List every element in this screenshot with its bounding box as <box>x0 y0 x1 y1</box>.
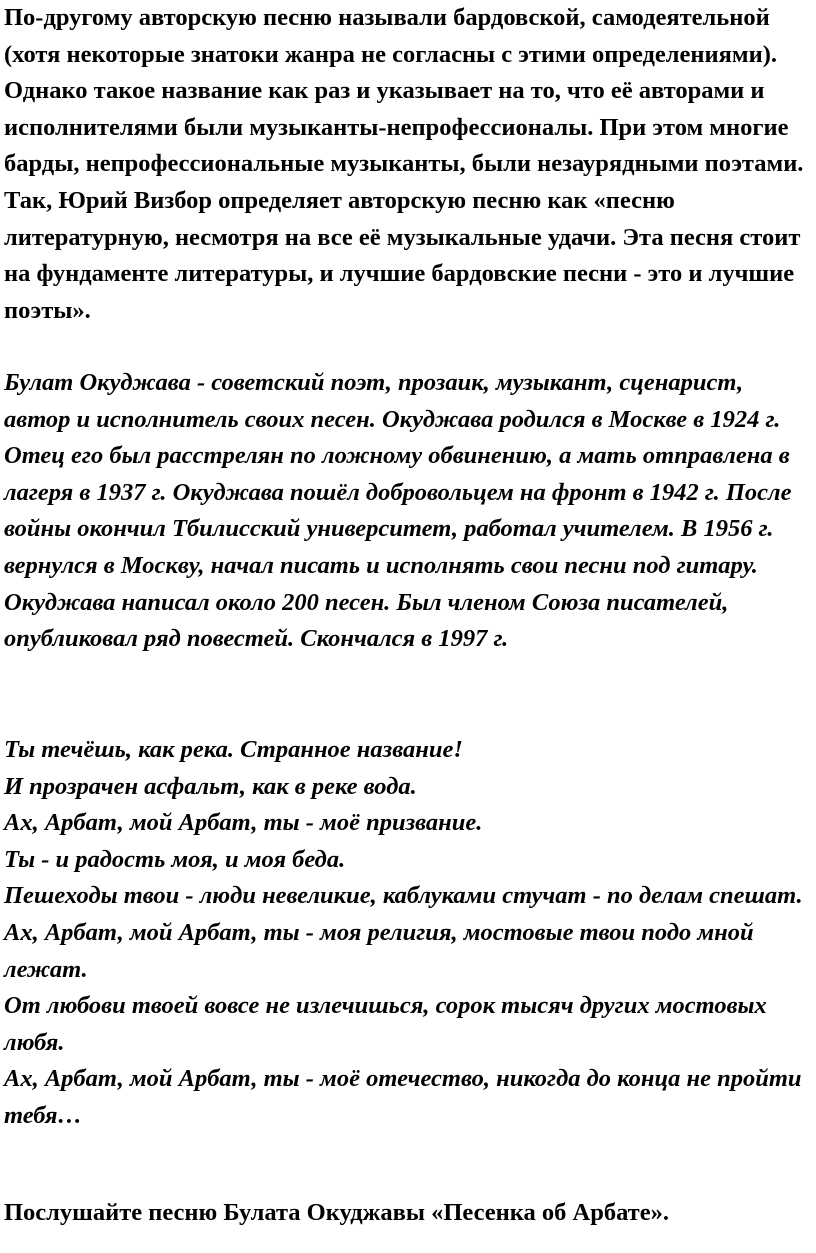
poem-line: Пешеходы твои - люди невеликие, каблуками стучат - по делам спешат. <box>4 882 803 910</box>
poem-line: Ах, Арбат, мой Арбат, ты - моё призвание. <box>4 809 483 837</box>
poem-block <box>4 732 810 1135</box>
poem-line: Ах, Арбат, мой Арбат, ты - моё отечество, никогда до конца не пройти тебя… <box>4 1065 802 1129</box>
poem-line: От любови твоей вовсе не излечишься, сорок тысяч других мостовых любя. <box>4 992 767 1056</box>
intro-paragraph: По-другому авторскую песню называли бардовской, самодеятельной (хотя некоторые знатоки жанра не согласны с этими определениями). Однако такое название как раз и указывает на то, что её авторами и исполнителями были музыканты-непрофессионалы. При этом многие барды, непрофессиональные музыканты, были незаурядными поэтами. Так, Юрий Визбор определяет авторскую песню как «песню литературную, несмотря на все её музыкальные удачи. Эта песня стоит на фундаменте литературы, и лучшие бардовские песни - это и лучшие поэты». <box>4 4 804 324</box>
poem-line: Ах, Арбат, мой Арбат, ты - моя религия, мостовые твои подо мной лежат. <box>4 918 754 983</box>
biography-paragraph: Булат Окуджава - советский поэт, прозаик, музыкант, сценарист, автор и исполнитель своих песен. Окуджава родился в Москве в 1924 г. Отец его был расстрелян по ложному обвинению, а мать отправлена в лагеря в 1937 г. Окуджава пошёл добровольцем на фронт в 1942 г. После войны окончил Тбилисский университет, работал учителем. В 1956 г. вернулся в Москву, начал писать и исполнять свои песни под гитару. Окуджава написал около 200 песен. Был членом Союза писателей, опубликовал ряд повестей. Скончался в 1997 г. <box>4 369 792 653</box>
poem-line: Ты течёшь, как река. Странное название! <box>4 736 463 763</box>
closing-paragraph: Послушайте песню Булата Окуджавы «Песенка об Арбате». <box>4 1199 669 1226</box>
poem-line: И прозрачен асфальт, как в реке вода. <box>4 772 417 800</box>
poem-line: Ты - и радость моя, и моя беда. <box>4 845 346 873</box>
